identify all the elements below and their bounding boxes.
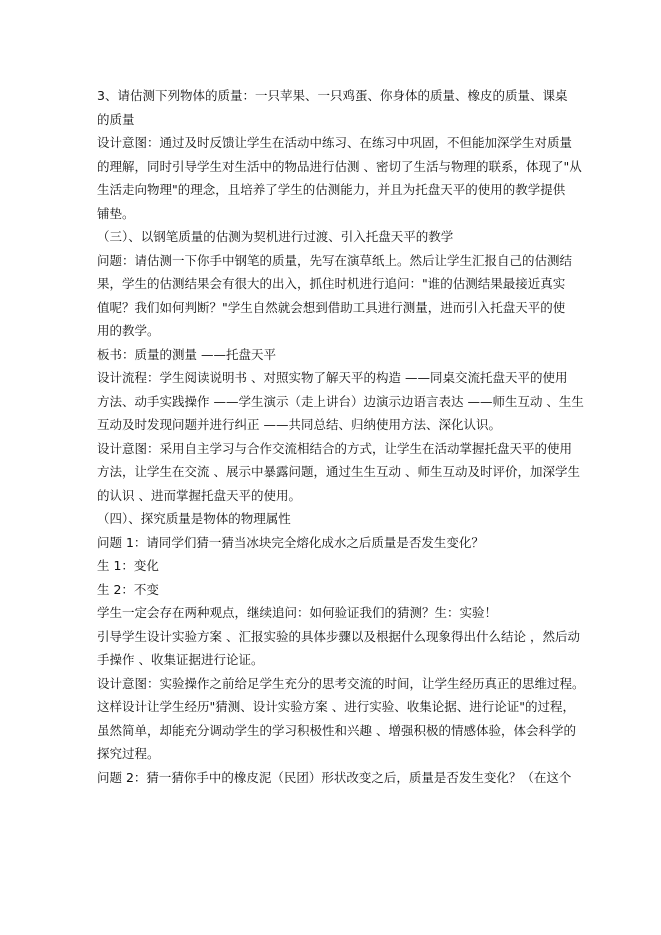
text-line: 板书：质量的测量 ——托盘天平 — [97, 346, 276, 362]
text-line: 问题：请估测一下你手中钢笔的质量，先写在演草纸上。然后让学生汇报自己的估测结 — [97, 252, 573, 268]
text-line: 虽然简单，却能充分调动学生的学习积极性和兴趣 、增强积极的情感体验，体会科学的 — [97, 722, 576, 738]
text-line: 3、请估测下列物体的质量：一只苹果、一只鸡蛋、你身体的质量、橡皮的质量、课桌 — [97, 88, 568, 103]
text-line: 设计流程：学生阅读说明书 、对照实物了解天平的构造 ——同桌交流托盘天平的使用 — [97, 370, 568, 385]
document-body — [97, 84, 585, 789]
text-line: 探究过程。 — [97, 746, 160, 761]
text-line: 设计意图：采用自主学习与合作交流相结合的方式，让学生在活动掌握托盘天平的使用 — [97, 440, 573, 456]
text-line: 手操作 、收集证据进行论证。 — [97, 652, 264, 667]
text-line: 方法、动手实践操作 ——学生演示（走上讲台）边演示边语言表达 ——师生互动 、生生 — [97, 393, 584, 409]
text-line: 引导学生设计实验方案 、汇报实验的具体步骤以及根据什么现象得出什么结论 ，然后动 — [97, 628, 580, 644]
text-line: 果，学生的估测结果会有很大的出入，抓住时机进行追问："谁的估测结果最接近真实 — [97, 276, 566, 291]
text-line: 的质量 — [97, 111, 135, 127]
text-line: 方法，让学生在交流 、展示中暴露问题，通过生生互动 、师生互动及时评价，加深学生 — [97, 464, 580, 479]
text-line: 生活走向物理"的理念，且培养了学生的估测能力，并且为托盘天平的使用的教学提供 — [97, 182, 566, 197]
text-line: 的认识 、进而掌握托盘天平的使用。 — [97, 487, 301, 503]
text-line: 的理解，同时引导学生对生活中的物品进行估测 、密切了生活与物理的联系，体现了"从 — [97, 158, 582, 174]
text-line: 值呢？我们如何判断？"学生自然就会想到借助工具进行测量，进而引入托盘天平的使 — [97, 299, 566, 315]
text-line: 互动及时发现问题并进行纠正 ——共同总结、归纳使用方法、深化认识。 — [97, 417, 501, 432]
text-line: 学生一定会存在两种观点，继续追问：如何验证我们的猜测？生：实验！ — [97, 605, 498, 620]
text-line: 问题 2：猜一猜你手中的橡皮泥（民团）形状改变之后，质量是否发生变化？（在这个 — [97, 769, 572, 785]
text-line: 这样设计让学生经历"猜测、设计实验方案 、进行实验、收集论据、进行论证"的过程， — [97, 699, 575, 714]
section-heading: （三）、以钢笔质量的估测为契机进行过渡、引入托盘天平的教学 — [97, 229, 454, 244]
text-line: 生 2：不变 — [97, 581, 159, 597]
text-line: 铺垫。 — [97, 205, 135, 221]
text-line: 生 1：变化 — [97, 558, 159, 573]
text-line: 用的教学。 — [97, 323, 160, 338]
section-heading: （四）、探究质量是物体的物理属性 — [97, 511, 291, 526]
text-line: 设计意图：通过及时反馈让学生在活动中练习、在练习中巩固，不但能加深学生对质量 — [97, 135, 573, 150]
text-line: 设计意图：实验操作之前给足学生充分的思考交流的时间，让学生经历真正的思维过程。 — [97, 675, 585, 691]
text-line: 问题 1：请同学们猜一猜当冰块完全熔化成水之后质量是否发生变化？ — [97, 534, 484, 550]
